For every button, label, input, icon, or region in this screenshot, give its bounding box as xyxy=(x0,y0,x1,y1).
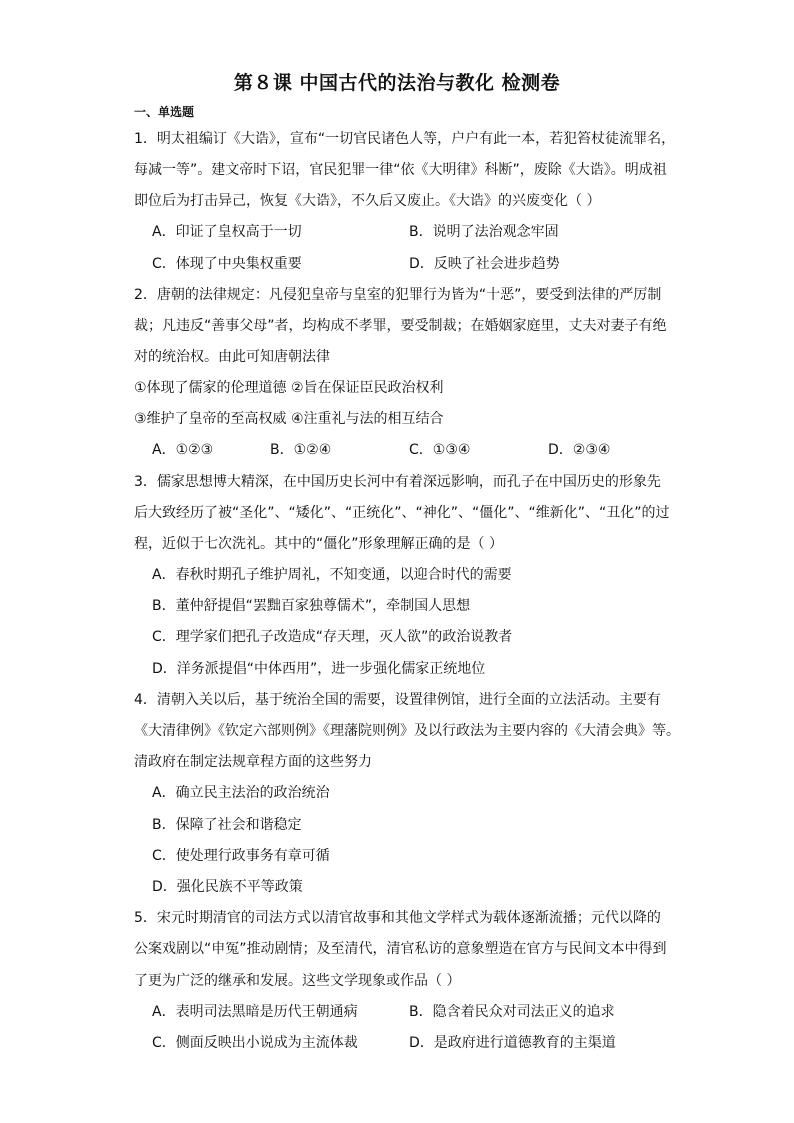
question-2-statement-2: ③维护了皇帝的至高权威 ④注重礼与法的相互结合 xyxy=(134,411,444,427)
question-5-option-c[interactable]: C．侧面反映出小说成为主流体裁 xyxy=(152,1035,358,1051)
question-1-option-c[interactable]: C．体现了中央集权重要 xyxy=(152,256,302,272)
question-2-statement-1: ①体现了儒家的伦理道德 ②旨在保证臣民政治权利 xyxy=(134,380,444,396)
question-2-line-2: 裁；凡违反“善事父母”者，均构成不孝罪，要受制裁；在婚姻家庭里，丈夫对妻子有绝 xyxy=(134,318,667,334)
question-1-option-a[interactable]: A．印证了皇权高于一切 xyxy=(152,224,302,240)
question-5-option-b[interactable]: B．隐含着民众对司法正义的追求 xyxy=(409,1004,615,1020)
question-2-option-d[interactable]: D．②③④ xyxy=(548,442,611,458)
question-2-line-3: 对的统治权。由此可知唐朝法律 xyxy=(134,349,330,365)
page-title: 第８课 中国古代的法治与教化 检测卷 xyxy=(233,72,561,94)
question-3-line-3: 程，近似于七次洗礼。其中的“僵化”形象理解正确的是（ ） xyxy=(134,536,503,552)
question-1-line-2: 每减一等”。建文帝时下诏，官民犯罪一律“依《大明律》科断”，废除《大诰》。明成祖 xyxy=(134,162,667,178)
question-2-option-a[interactable]: A．①②③ xyxy=(152,442,214,458)
question-1-line-1: 1．明太祖编订《大诰》，宣布“一切官民诸色人等，户户有此一本，若犯笞杖徒流罪名， xyxy=(134,131,676,147)
question-5-option-a[interactable]: A．表明司法黑暗是历代王朝通病 xyxy=(152,1004,358,1020)
question-3-line-2: 后大致经历了被“圣化”、“矮化”、“正统化”、“神化”、“僵化”、“维新化”、“丑化”的过 xyxy=(134,505,670,521)
question-5-line-2: 公案戏剧以“申冤”推动剧情；及至清代，清官私访的意象塑造在官方与民间文本中得到 xyxy=(134,941,667,957)
question-3-option-d[interactable]: D．洋务派提倡“中体西用”，进一步强化儒家正统地位 xyxy=(152,661,486,677)
question-4-line-2: 《大清律例》《钦定六部则例》《理藩院则例》及以行政法为主要内容的《大清会典》等。 xyxy=(134,723,680,739)
question-5-line-3: 了更为广泛的继承和发展。这些文学现象或作品（ ） xyxy=(134,973,461,989)
question-4-line-1: 4．清朝入关以后，基于统治全国的需要，设置律例馆，进行全面的立法活动。主要有 xyxy=(134,692,661,708)
question-2-option-b[interactable]: B．①②④ xyxy=(270,442,332,458)
question-4-option-b[interactable]: B．保障了社会和谐稳定 xyxy=(152,817,302,833)
question-4-option-a[interactable]: A．确立民主法治的政治统治 xyxy=(152,785,330,801)
question-1-option-d[interactable]: D．反映了社会进步趋势 xyxy=(409,256,560,272)
question-3-option-b[interactable]: B．董仲舒提倡“罢黜百家独尊儒术”，牵制国人思想 xyxy=(152,598,471,614)
question-2-line-1: 2．唐朝的法律规定：凡侵犯皇帝与皇室的犯罪行为皆为“十恶”，要受到法律的严厉制 xyxy=(134,287,662,303)
question-1-line-3: 即位后为打击异己，恢复《大诰》，不久后又废止。《大诰》的兴废变化（ ） xyxy=(134,193,601,209)
question-1-option-b[interactable]: B．说明了法治观念牢固 xyxy=(409,224,559,240)
question-5-option-d[interactable]: D．是政府进行道德教育的主渠道 xyxy=(409,1035,616,1051)
question-2-option-c[interactable]: C．①③④ xyxy=(409,442,471,458)
question-4-line-3: 清政府在制定法规章程方面的这些努力 xyxy=(134,754,372,770)
question-3-option-a[interactable]: A．春秋时期孔子维护周礼，不知变通，以迎合时代的需要 xyxy=(152,567,512,583)
question-3-option-c[interactable]: C．理学家们把孔子改造成“存天理，灭人欲”的政治说教者 xyxy=(152,629,513,645)
question-4-option-c[interactable]: C．使处理行政事务有章可循 xyxy=(152,848,330,864)
question-4-option-d[interactable]: D．强化民族不平等政策 xyxy=(152,879,303,895)
section-heading: 一、单选题 xyxy=(134,105,195,119)
question-3-line-1: 3．儒家思想博大精深，在中国历史长河中有着深远影响，而孔子在中国历史的形象先 xyxy=(134,474,661,490)
question-5-line-1: 5．宋元时期清官的司法方式以清官故事和其他文学样式为载体逐渐流播；元代以降的 xyxy=(134,910,661,926)
